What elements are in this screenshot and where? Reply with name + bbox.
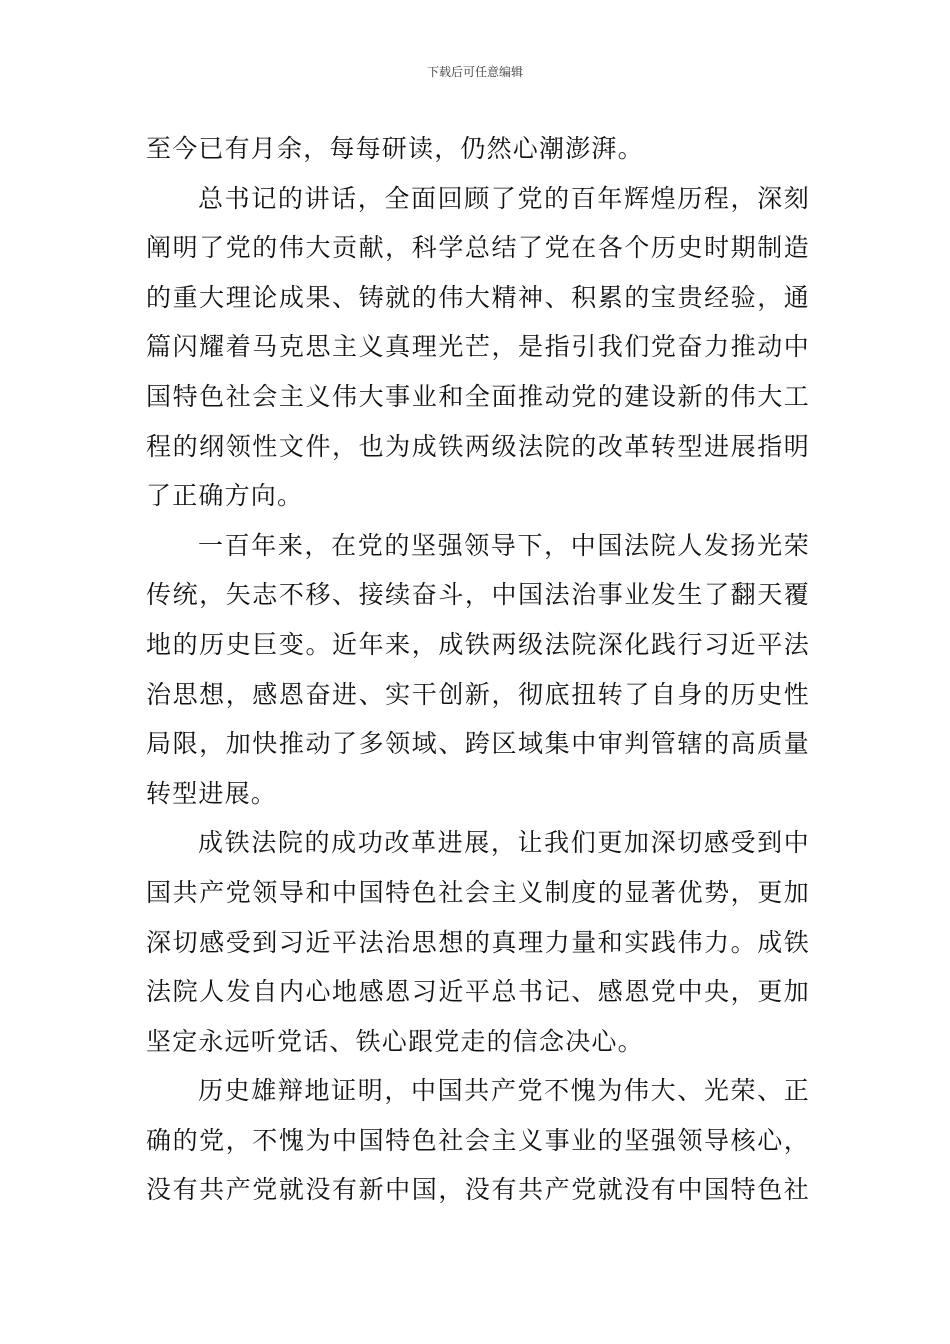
- paragraph: 历史雄辩地证明，中国共产党不愧为伟大、光荣、正确的党，不愧为中国特色社会主义事业的坚强领导核心，没有共产党就没有新中国，没有共产党就没有中国特色社: [146, 1076, 810, 1205]
- paragraph: 总书记的讲话，全面回顾了党的百年辉煌历程，深刻阐明了党的伟大贡献，科学总结了党在各个历史时期制造的重大理论成果、铸就的伟大精神、积累的宝贵经验，通篇闪耀着马克思主义真理光芒，是指引我们党奋力推动中国特色社会主义伟大事业和全面推动党的建设新的伟大工程的纲领性文件，也为成铁两级法院的改革转型进展指明了正确方向。: [146, 183, 810, 511]
- paragraph-continuation: 至今已有月余，每每研读，仍然心潮澎湃。: [146, 134, 644, 163]
- document-body: [146, 124, 810, 1215]
- paragraph: 一百年来，在党的坚强领导下，中国法院人发扬光荣传统，矢志不移、接续奋斗，中国法治事业发生了翻天覆地的历史巨变。近年来，成铁两级法院深化践行习近平法治思想，感恩奋进、实干创新，彻底扭转了自身的历史性局限，加快推动了多领域、跨区域集中审判管辖的高质量转型进展。: [146, 530, 810, 808]
- page-header: 下载后可任意编辑: [426, 65, 523, 79]
- paragraph: 成铁法院的成功改革进展，让我们更加深切感受到中国共产党领导和中国特色社会主义制度的显著优势，更加深切感受到习近平法治思想的真理力量和实践伟力。成铁法院人发自内心地感恩习近平总书记、感恩党中央，更加坚定永远听党话、铁心跟党走的信念决心。: [146, 828, 810, 1056]
